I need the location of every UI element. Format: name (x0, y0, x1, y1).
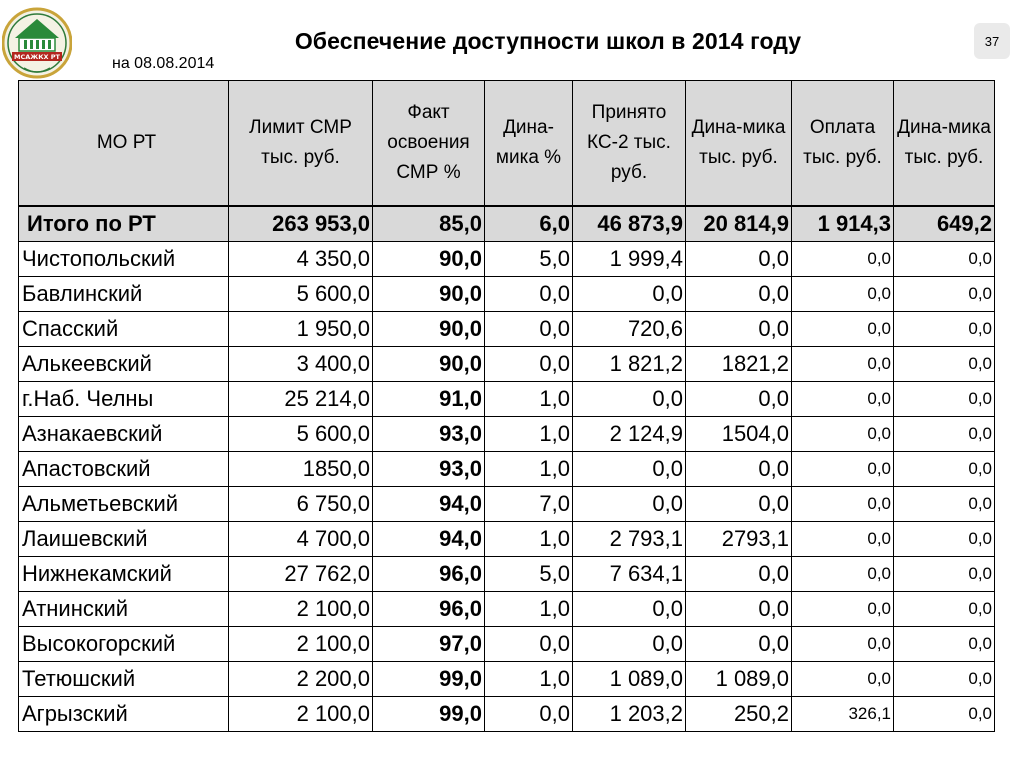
cell-dynamics: 0,0 (894, 382, 995, 417)
cell-dynamics: 250,2 (686, 697, 792, 732)
cell-dynamics: 0,0 (686, 242, 792, 277)
cell-payment: 326,1 (792, 697, 894, 732)
col-header: Дина-мика % (485, 81, 573, 207)
page-title: Обеспечение доступности школ в 2014 году (294, 28, 802, 54)
table-row (19, 312, 995, 347)
cell-dynamics: 5,0 (485, 242, 573, 277)
cell-dynamics: 1821,2 (686, 347, 792, 382)
header-row (19, 81, 995, 207)
cell-dynamics: 5,0 (485, 557, 573, 592)
cell-accepted: 0,0 (573, 382, 686, 417)
cell-dynamics: 0,0 (894, 487, 995, 522)
cell-limit: 1850,0 (229, 452, 373, 487)
table-row (19, 277, 995, 312)
cell-dynamics: 0,0 (485, 627, 573, 662)
cell-name: Тетюшский (19, 662, 229, 697)
cell-limit: 263 953,0 (229, 206, 373, 242)
table-row (19, 242, 995, 277)
cell-limit: 4 350,0 (229, 242, 373, 277)
table-row (19, 417, 995, 452)
table-row (19, 697, 995, 732)
cell-dynamics: 1,0 (485, 522, 573, 557)
cell-fact: 90,0 (373, 242, 485, 277)
cell-accepted: 1 999,4 (573, 242, 686, 277)
cell-accepted: 1 089,0 (573, 662, 686, 697)
cell-name: Алькеевский (19, 347, 229, 382)
cell-dynamics: 0,0 (686, 627, 792, 662)
cell-dynamics: 0,0 (686, 452, 792, 487)
cell-limit: 2 100,0 (229, 592, 373, 627)
table-row (19, 347, 995, 382)
cell-dynamics: 2793,1 (686, 522, 792, 557)
table-row (19, 592, 995, 627)
cell-name: Бавлинский (19, 277, 229, 312)
cell-dynamics: 1 089,0 (686, 662, 792, 697)
col-header: Принято КС-2 тыс. руб. (573, 81, 686, 207)
cell-limit: 2 100,0 (229, 697, 373, 732)
cell-name: г.Наб. Челны (19, 382, 229, 417)
cell-dynamics: 0,0 (894, 662, 995, 697)
cell-fact: 97,0 (373, 627, 485, 662)
cell-payment: 1 914,3 (792, 206, 894, 242)
cell-limit: 5 600,0 (229, 417, 373, 452)
svg-text:МСАЖКХ РТ: МСАЖКХ РТ (13, 53, 61, 61)
cell-accepted: 0,0 (573, 452, 686, 487)
cell-dynamics: 20 814,9 (686, 206, 792, 242)
col-header: Лимит СМР тыс. руб. (229, 81, 373, 207)
cell-accepted: 2 124,9 (573, 417, 686, 452)
cell-limit: 25 214,0 (229, 382, 373, 417)
cell-dynamics: 0,0 (686, 277, 792, 312)
table-row (19, 557, 995, 592)
table-row (19, 382, 995, 417)
cell-dynamics: 0,0 (485, 277, 573, 312)
cell-dynamics: 1,0 (485, 452, 573, 487)
cell-fact: 90,0 (373, 277, 485, 312)
cell-fact: 96,0 (373, 557, 485, 592)
cell-dynamics: 0,0 (894, 277, 995, 312)
cell-accepted: 46 873,9 (573, 206, 686, 242)
cell-accepted: 0,0 (573, 627, 686, 662)
schools-table (18, 80, 995, 732)
table-row (19, 522, 995, 557)
cell-dynamics: 1504,0 (686, 417, 792, 452)
cell-limit: 1 950,0 (229, 312, 373, 347)
col-header: Дина-мика тыс. руб. (894, 81, 995, 207)
cell-fact: 99,0 (373, 697, 485, 732)
cell-name: Спасский (19, 312, 229, 347)
cell-payment: 0,0 (792, 627, 894, 662)
cell-limit: 4 700,0 (229, 522, 373, 557)
cell-dynamics: 6,0 (485, 206, 573, 242)
cell-dynamics: 0,0 (894, 417, 995, 452)
cell-name: Азнакаевский (19, 417, 229, 452)
cell-fact: 91,0 (373, 382, 485, 417)
cell-dynamics: 0,0 (485, 347, 573, 382)
cell-limit: 2 200,0 (229, 662, 373, 697)
cell-payment: 0,0 (792, 452, 894, 487)
cell-payment: 0,0 (792, 662, 894, 697)
cell-payment: 0,0 (792, 277, 894, 312)
table-row (19, 627, 995, 662)
cell-dynamics: 0,0 (894, 347, 995, 382)
cell-name: Апастовский (19, 452, 229, 487)
cell-dynamics: 7,0 (485, 487, 573, 522)
cell-dynamics: 0,0 (686, 382, 792, 417)
cell-dynamics: 1,0 (485, 592, 573, 627)
cell-dynamics: 0,0 (485, 697, 573, 732)
cell-dynamics: 0,0 (894, 452, 995, 487)
cell-accepted: 1 821,2 (573, 347, 686, 382)
page-number: 37 (974, 23, 1010, 59)
cell-accepted: 0,0 (573, 277, 686, 312)
cell-limit: 3 400,0 (229, 347, 373, 382)
cell-name: Альметьевский (19, 487, 229, 522)
col-header: Оплата тыс. руб. (792, 81, 894, 207)
cell-limit: 27 762,0 (229, 557, 373, 592)
cell-dynamics: 0,0 (894, 242, 995, 277)
cell-name: Лаишевский (19, 522, 229, 557)
cell-name: Нижнекамский (19, 557, 229, 592)
cell-payment: 0,0 (792, 382, 894, 417)
table-row (19, 452, 995, 487)
col-header: МО РТ (19, 81, 229, 207)
cell-dynamics: 0,0 (894, 522, 995, 557)
cell-dynamics: 0,0 (686, 312, 792, 347)
cell-payment: 0,0 (792, 242, 894, 277)
report-date: на 08.08.2014 (112, 55, 215, 72)
cell-name: Атнинский (19, 592, 229, 627)
table-row (19, 662, 995, 697)
cell-name: Агрызский (19, 697, 229, 732)
cell-dynamics: 0,0 (686, 592, 792, 627)
cell-name: Чистопольский (19, 242, 229, 277)
cell-payment: 0,0 (792, 592, 894, 627)
cell-dynamics: 0,0 (894, 592, 995, 627)
table-row (19, 487, 995, 522)
cell-fact: 85,0 (373, 206, 485, 242)
cell-fact: 90,0 (373, 312, 485, 347)
cell-payment: 0,0 (792, 557, 894, 592)
cell-name: Высокогорский (19, 627, 229, 662)
cell-dynamics: 1,0 (485, 662, 573, 697)
cell-accepted: 2 793,1 (573, 522, 686, 557)
cell-accepted: 720,6 (573, 312, 686, 347)
cell-name: Итого по РТ (19, 206, 229, 242)
cell-payment: 0,0 (792, 312, 894, 347)
col-header: Дина-мика тыс. руб. (686, 81, 792, 207)
col-header: Факт освоения СМР % (373, 81, 485, 207)
cell-fact: 93,0 (373, 452, 485, 487)
total-row (19, 206, 995, 242)
cell-dynamics: 0,0 (686, 557, 792, 592)
cell-dynamics: 1,0 (485, 382, 573, 417)
cell-fact: 96,0 (373, 592, 485, 627)
cell-dynamics: 0,0 (485, 312, 573, 347)
cell-limit: 2 100,0 (229, 627, 373, 662)
cell-payment: 0,0 (792, 417, 894, 452)
cell-payment: 0,0 (792, 522, 894, 557)
cell-limit: 6 750,0 (229, 487, 373, 522)
cell-dynamics: 0,0 (894, 312, 995, 347)
cell-accepted: 7 634,1 (573, 557, 686, 592)
cell-dynamics: 0,0 (686, 487, 792, 522)
cell-dynamics: 1,0 (485, 417, 573, 452)
cell-dynamics: 0,0 (894, 697, 995, 732)
cell-accepted: 1 203,2 (573, 697, 686, 732)
cell-payment: 0,0 (792, 347, 894, 382)
cell-fact: 99,0 (373, 662, 485, 697)
cell-dynamics: 649,2 (894, 206, 995, 242)
cell-limit: 5 600,0 (229, 277, 373, 312)
cell-dynamics: 0,0 (894, 557, 995, 592)
cell-fact: 94,0 (373, 487, 485, 522)
cell-accepted: 0,0 (573, 592, 686, 627)
cell-fact: 90,0 (373, 347, 485, 382)
cell-fact: 93,0 (373, 417, 485, 452)
cell-accepted: 0,0 (573, 487, 686, 522)
cell-dynamics: 0,0 (894, 627, 995, 662)
cell-payment: 0,0 (792, 487, 894, 522)
cell-fact: 94,0 (373, 522, 485, 557)
